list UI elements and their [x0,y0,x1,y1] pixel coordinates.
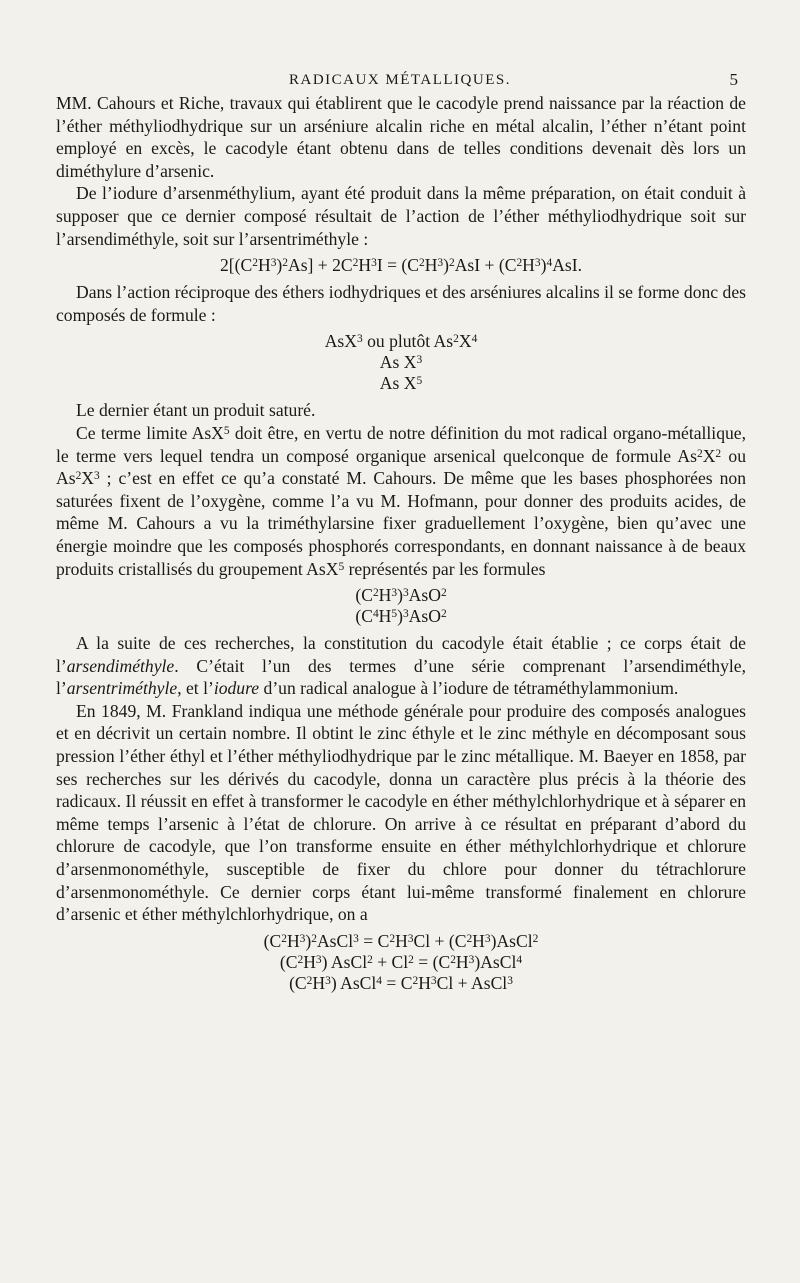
formula-superscript: 2 [412,974,419,987]
formula-text: ou plutôt As [362,331,454,352]
formula-chlorides [56,931,746,994]
formula-text: H [424,255,438,276]
formula-methyl-arsine-oxide [56,585,746,606]
formula-superscript: 4 [376,974,383,987]
formula-oxides [56,585,746,627]
formula-text: ) [305,930,312,951]
paragraph-frankland: En 1849, M. Frankland indiqua une méthode générale pour produire des composés analogues et en décrivit un certain nombre. Il obtint le zinc éthyle et le zinc méthyle en décomposant sous pression l’éther éthyl et l’éther méthyliodhydrique par le zinc métallique. M. Baeyer en 1858, par ses recherches sur les dérivés du cacodyle, donna un caractère plus précis à la théorie des radicaux. Il réussit en effet à transformer le cacodyle en éther méthylchlorhydrique et à séparer en même temps l’arsenic à l’état de chlorure. On arrive à ce résultat en préparant d’abord du chlorure de cacodyle, que l’on transforme ensuite en éther méthylchlorhydrique et chlorure d’arsenmonométhyle, susceptible de fixer du chlore pour donner du tétrachlorure d’arsenmonométhyle. Ce dernier corps étant lui-même transformé finalement en chlorure d’arsenic et éther méthylchlorhydrique, on a [56,700,746,925]
formula-superscript: 3 [534,257,541,270]
formula-superscript: 2 [449,257,455,270]
formula-superscript: 4 [516,953,523,966]
formula-text: Cl + (C [413,930,467,951]
body-text [56,92,746,999]
paragraph-terme-limite: Ce terme limite AsX$^5$ doit être, en vertu de notre définition du mot radical organo-métallique, le terme vers lequel tendra un composé organique arsenical quelconque de formule $As^2X^2$ ou $As^2X^3$ ; c’est en effet ce qu’a constaté M. Cahours. De même que les bases phosphorées non saturées fixent de l’oxygène, comme l’a vu M. Hofmann, pour donner des produits acides, de même M. Cahours a vu la triméthylarsine fixer graduellement l’oxygène, bien qu’avec une énergie moindre que les composés phosphorés correspondants, en donnant naissance à de beaux produits cristallisés du groupement AsX$^5$ représentés par les formules [56,422,746,579]
formula-superscript: 2 [440,607,447,620]
formula-superscript: 3 [437,257,444,270]
formula-text: ) AsCl [321,951,368,972]
formula-text: As X [379,373,417,394]
formula-text: AsX [324,331,357,352]
formula-text: ) [397,585,403,606]
formula-ethyl-arsine-oxide [56,606,746,627]
formula-text: H [395,930,408,951]
formula-superscript: 3 [402,607,409,620]
formula-superscript: 2 [453,333,459,346]
formula-text: As X [379,352,417,373]
paragraph-constitution-cacodyle: A la suite de ces recherches, la constitution du cacodyle était établie ; ce corps était de l’arsendiméthyle. C’était l’un des termes d’une série comprenant l’arsendiméthyle, l’arsentriméthyle, et l’iodure d’un radical analogue à l’iodure de tétraméthylammonium. [56,633,746,699]
formula-superscript: 3 [407,932,414,945]
formula-superscript: 2 [389,932,396,945]
formula-text: AsI + (C [454,255,517,276]
formula-text: AsO [408,585,441,606]
formula-text: H [303,951,316,972]
formula-chloride-2 [56,952,746,973]
formula-text: ) AsCl [330,972,377,993]
formula-text: As] + 2C [287,255,353,276]
formula-superscript: 3 [270,257,277,270]
formula-superscript: 2 [408,953,414,966]
formula-text: (C [279,951,298,972]
formula-superscript: 3 [430,974,437,987]
formula-text: )AsCl [490,930,533,951]
formula-asx5 [56,373,746,394]
formula-superscript: 4 [372,607,379,620]
formula-text: (C [263,930,282,951]
formula-text: H [378,606,392,627]
formula-text: H [418,972,431,993]
formula-text: H [286,930,300,951]
formula-superscript: 3 [391,586,398,599]
formula-asx3 [56,331,746,352]
formula-text: I = (C [376,255,419,276]
formula-text: Cl + AsCl [436,972,508,993]
paragraph-dernier-sature: Le dernier étant un produit saturé. [76,400,316,421]
formula-superscript: 2 [281,932,287,945]
formula-text: = C [358,930,390,951]
formula-text: ) [397,606,403,627]
formula-superscript: 3 [315,953,322,966]
formula-superscript: 3 [484,932,491,945]
formula-superscript: 3 [299,932,306,945]
formula-text: AsI. [552,255,582,276]
page-header [56,66,744,92]
formula-series [56,331,746,394]
formula-superscript: 2 [372,586,379,599]
formula-text: )AsCl [474,951,517,972]
formula-superscript: 2 [252,257,258,270]
formula-text: 2[(C [220,255,253,276]
formula-superscript: 3 [416,354,423,367]
formula-text: H [257,255,271,276]
formula-superscript: 2 [466,932,473,945]
formula-text: (C [355,585,373,606]
formula-superscript: 3 [356,333,363,346]
formula-superscript: 2 [418,257,425,270]
formula-superscript: 2 [311,932,317,945]
paragraph-cahours-riche: MM. Cahours et Riche, travaux qui établirent que le cacodyle prend naissance par la réaction de l’éther méthyliodhydrique sur un arséniure alcalin riche en métal alcalin, l’éther n’étant point employé en excès, le cacodyle étant obtenu dans de telles conditions devenait dès lors un diméthylure d’arsenic. [56,93,746,181]
formula-superscript: 2 [450,953,456,966]
formula-superscript: 2 [297,953,304,966]
formula-superscript: 3 [507,974,513,987]
formula-text: + Cl [372,951,409,972]
formula-iodide-reaction [56,255,746,276]
formula-superscript: 3 [371,257,377,270]
formula-superscript: 4 [546,257,553,270]
formula-superscript: 3 [353,932,359,945]
formula-text: H [312,972,326,993]
formula-superscript: 5 [391,607,398,620]
formula-text: (C [289,972,307,993]
paragraph-ethers-iodhydriques: Dans l’action réciproque des éthers iodhydriques et des arséniures alcalins il se forme donc des composés de formule : [56,282,746,325]
formula-superscript: 3 [402,586,409,599]
formula-text: ) [276,255,283,276]
formula-text: AsO [408,606,441,627]
formula-superscript: 3 [468,953,475,966]
formula-chloride-3 [56,973,746,994]
formula-superscript: 2 [352,257,359,270]
formula-superscript: 2 [367,953,373,966]
formula-superscript: 2 [306,974,313,987]
formula-chloride-1 [56,931,746,952]
formula-superscript: 2 [516,257,523,270]
formula-text: = (C [413,951,451,972]
formula-text: ) [443,255,449,276]
formula-text: = C [382,972,413,993]
running-title: RADICAUX MÉTALLIQUES. [289,72,511,88]
formula-superscript: 5 [416,375,423,388]
formula-text: ) [540,255,547,276]
formula-superscript: 2 [440,586,447,599]
formula-superscript: 4 [471,333,478,346]
formula-text: H [378,585,392,606]
formula-superscript: 2 [282,257,288,270]
formula-superscript: 2 [532,932,539,945]
formula-text: H [522,255,535,276]
formula-text: H [358,255,372,276]
formula-text: H [472,930,485,951]
formula-superscript: 3 [325,974,331,987]
paragraph-arsenmethylium: De l’iodure d’arsenméthylium, ayant été produit dans la même préparation, on était conduit à supposer que ce dernier composé résultait de l’action de l’éther méthyliodhydrique soit sur l’arsendiméthyle, soit sur l’arsentriméthyle : [56,183,746,249]
formula-text: H [455,951,469,972]
formula-asx3-b [56,352,746,373]
page-number: 5 [729,70,738,89]
formula-text: AsCl [316,930,354,951]
formula-text: (C [355,606,373,627]
formula-text: X [458,331,472,352]
